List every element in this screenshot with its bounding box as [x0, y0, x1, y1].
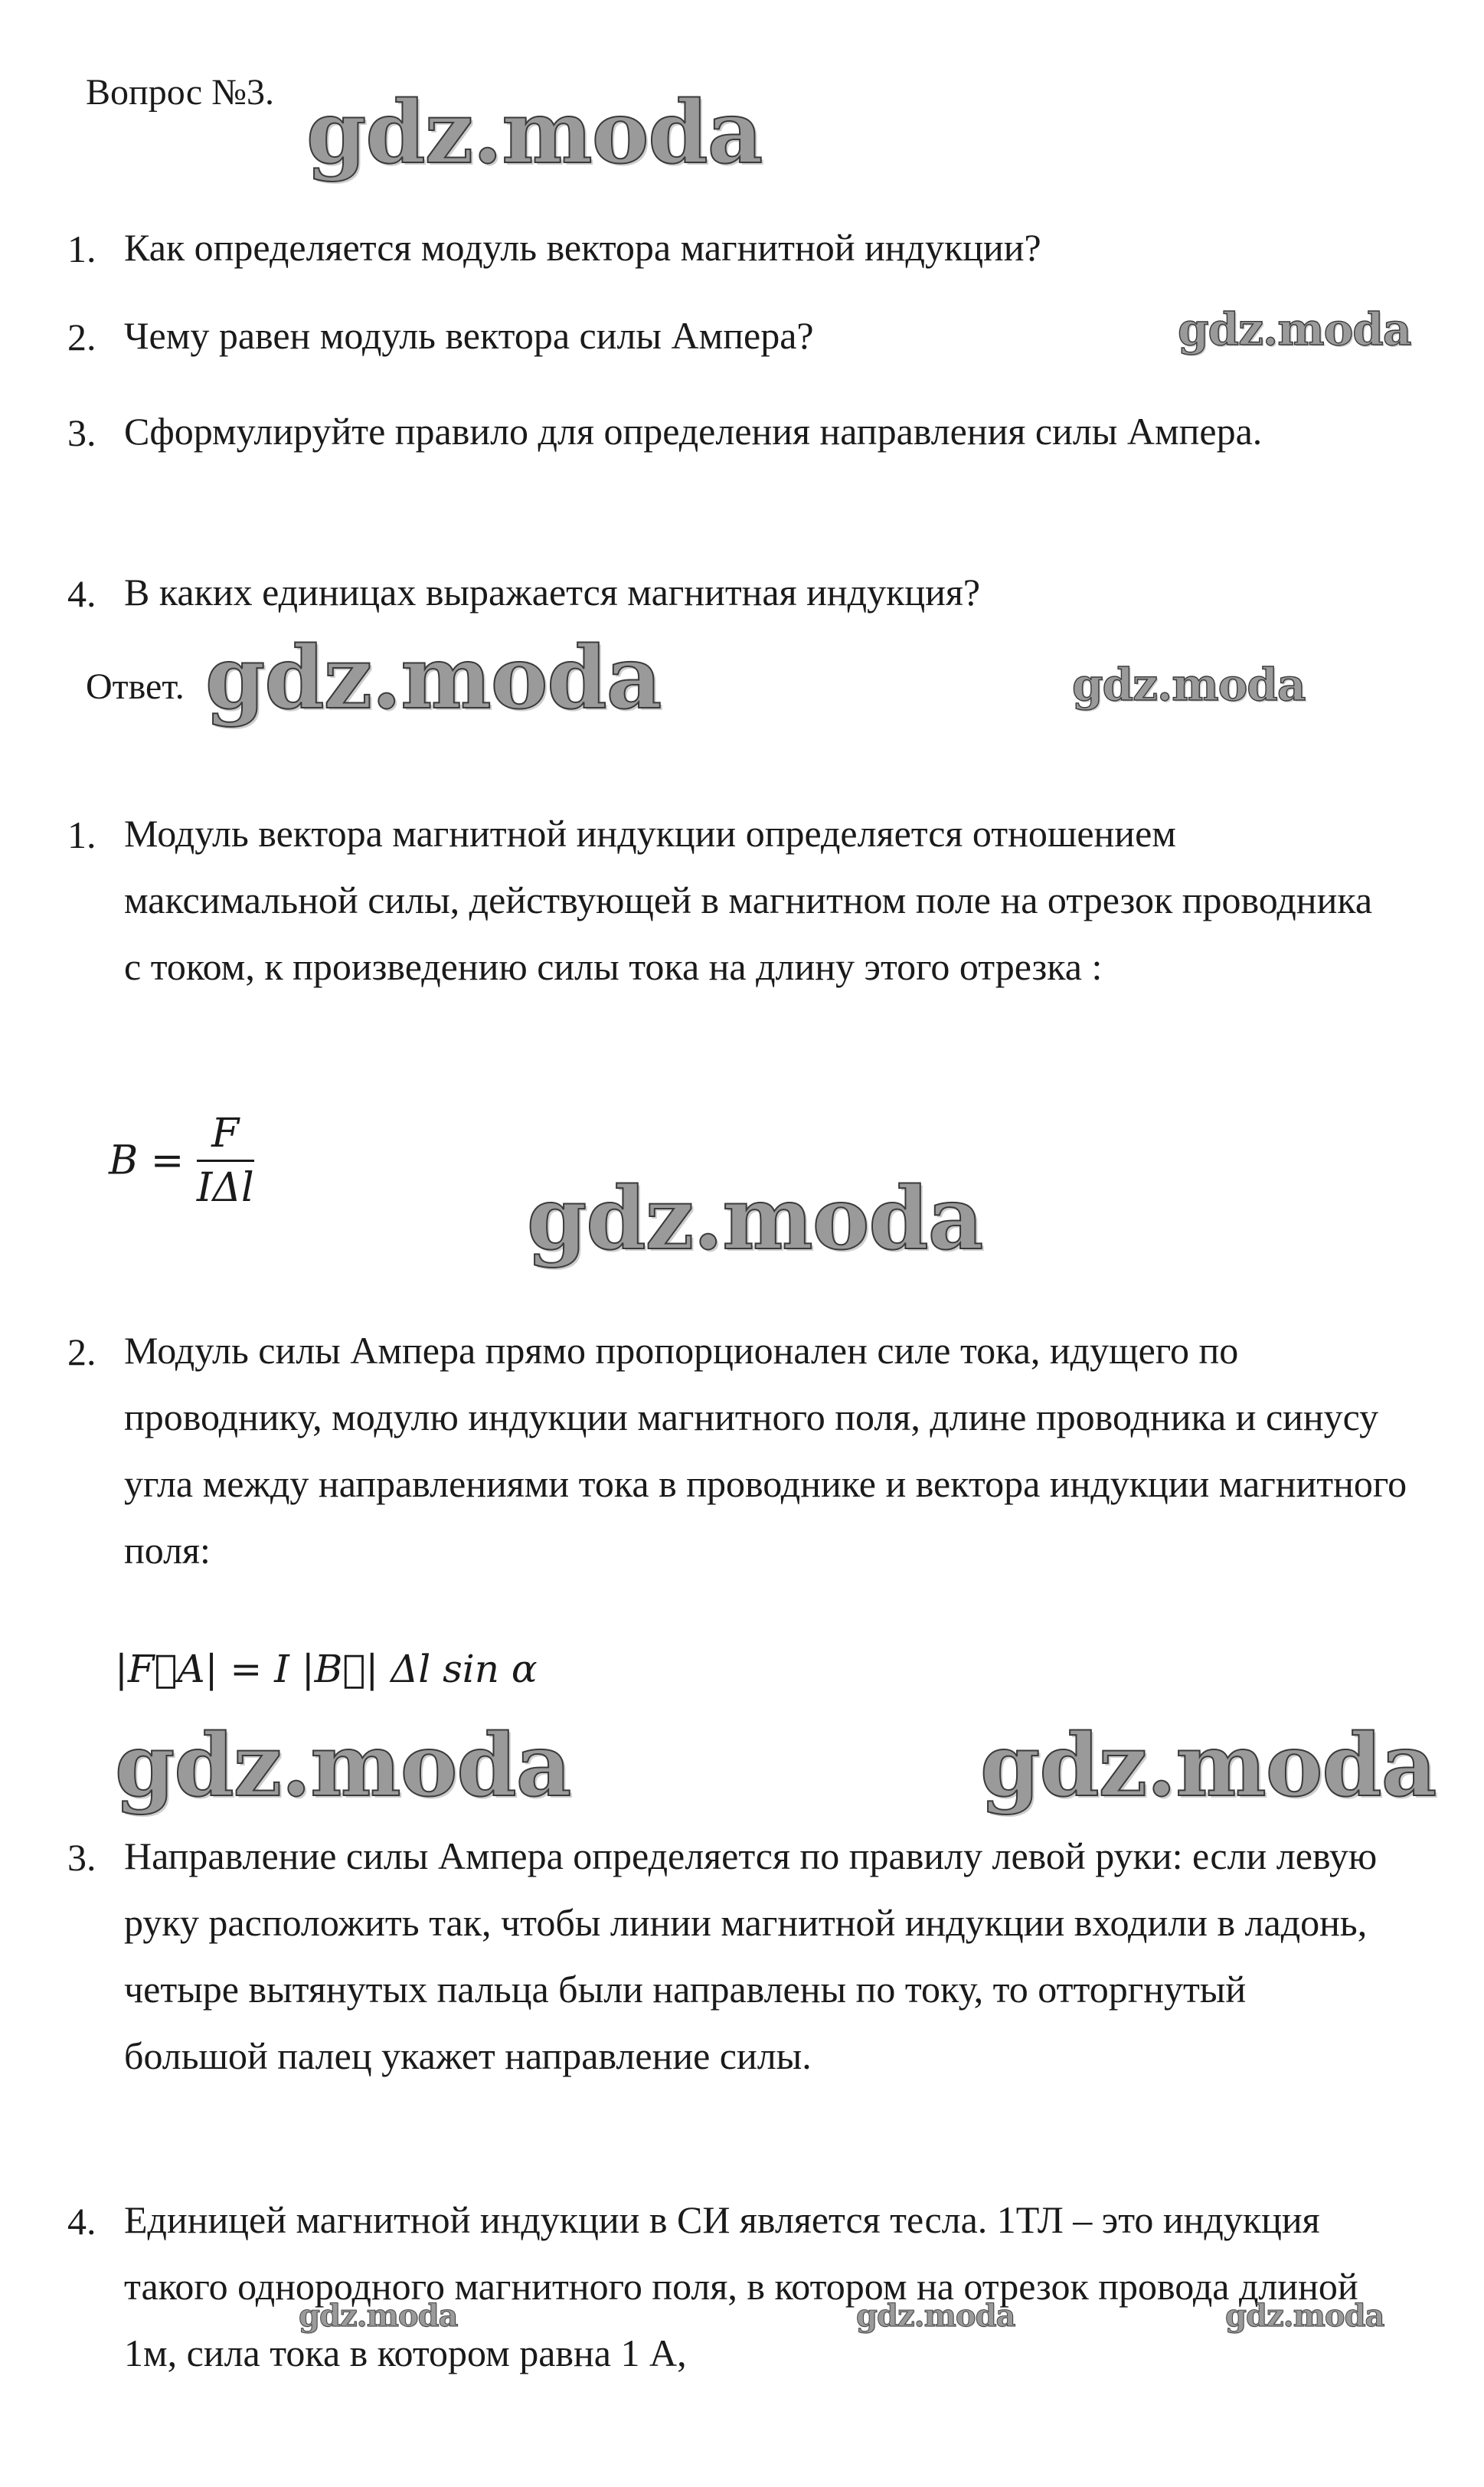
formula-lhs: B = [109, 1137, 185, 1184]
watermark: gdz.moda [1225, 2298, 1384, 2334]
question-number: 2. [67, 316, 96, 358]
watermark: gdz.moda [205, 628, 662, 728]
question-text: Чему равен модуль вектора силы Ампера? [124, 314, 814, 357]
answer-text: Единицей магнитной индукции в СИ является тесла. 1ТЛ – это индукция такого однородного магнитного поля, в котором на отрезок провода длиной 1м, сила тока в котором равна 1 А, [124, 2198, 1358, 2374]
question-label: Вопрос №3. [86, 72, 274, 113]
formula-denominator: IΔl [196, 1165, 254, 1211]
formula-ampere-force: |F⃗A| = I |B⃗| Δl sin α [115, 1647, 538, 1691]
question-text: Как определяется модуль вектора магнитной индукции? [124, 226, 1041, 269]
watermark: gdz.moda [306, 83, 763, 183]
answer-number: 2. [67, 1330, 96, 1373]
answer-number: 4. [67, 2200, 96, 2243]
answer-number: 1. [67, 813, 96, 856]
answer-text: Модуль силы Ампера прямо пропорционален силе тока, идущего по проводнику, модулю индукции магнитного поля, длине проводника и синусу угла между направлениями тока в проводнике и вектора индукции магнитного поля: [124, 1329, 1407, 1572]
formula-magnetic-induction [109, 1111, 254, 1211]
watermark: gdz.moda [527, 1169, 983, 1269]
watermark: gdz.moda [1178, 303, 1411, 355]
question-text: Сформулируйте правило для определения направления силы Ампера. [124, 410, 1263, 453]
formula-fraction [197, 1111, 254, 1211]
question-number: 1. [67, 227, 96, 270]
question-text: В каких единицах выражается магнитная индукция? [124, 571, 981, 614]
answer-text: Модуль вектора магнитной индукции определяется отношением максимальной силы, действующей в магнитном поле на отрезок проводника с током, к произведению силы тока на длину этого отрезка : [124, 812, 1373, 988]
watermark: gdz.moda [299, 2298, 458, 2334]
formula-numerator: F [197, 1111, 254, 1162]
answer-number: 3. [67, 1836, 96, 1879]
question-number: 4. [67, 572, 96, 615]
answer-text: Направление силы Ампера определяется по правилу левой руки: если левую руку расположить так, чтобы линии магнитной индукции входили в ладонь, четыре вытянутых пальца были направлены по току, то отторгнутый большой палец укажет направление силы. [124, 1834, 1378, 2077]
question-number: 3. [67, 411, 96, 454]
watermark: gdz.moda [856, 2298, 1015, 2334]
answer-label: Ответ. [86, 666, 185, 707]
watermark: gdz.moda [980, 1716, 1437, 1816]
watermark: gdz.moda [115, 1716, 571, 1816]
watermark: gdz.moda [1072, 659, 1306, 711]
